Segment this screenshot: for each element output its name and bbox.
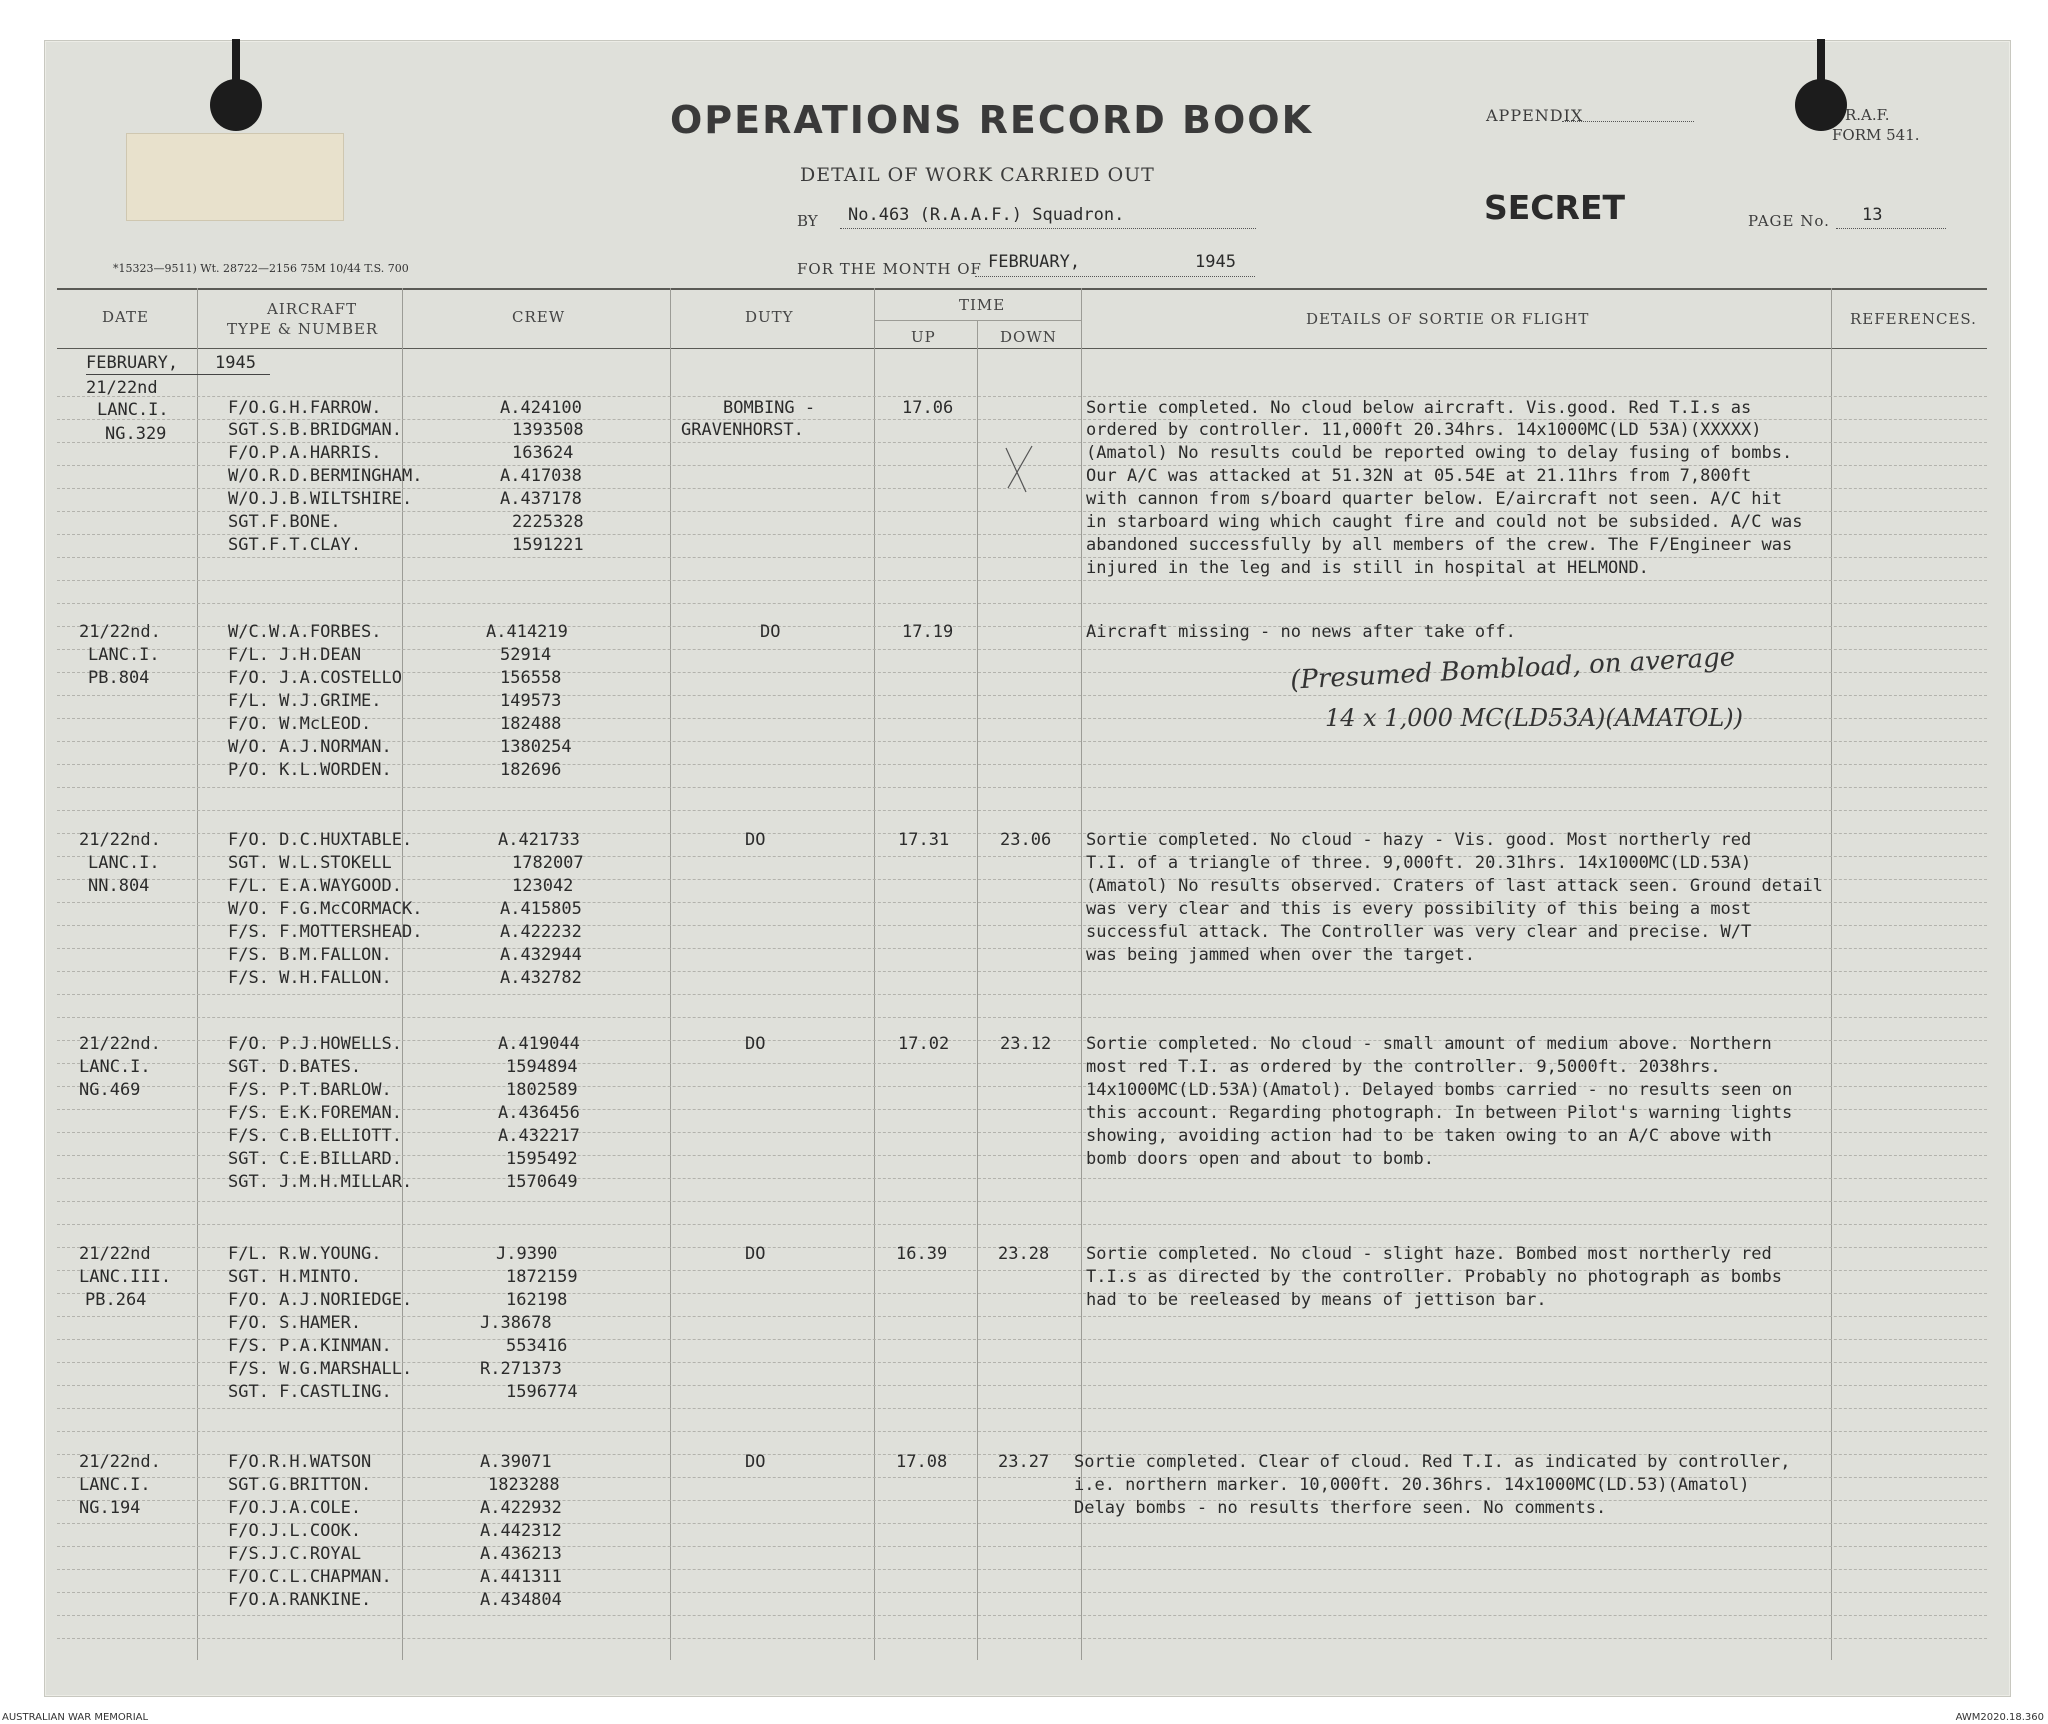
sortie-date: 21/22nd. [79,830,161,850]
crew-service-number: 162198 [506,1290,568,1310]
crew-member-name: F/L. R.W.YOUNG. [228,1244,382,1264]
details-line: Sortie completed. Clear of cloud. Red T.I. as indicated by controller, [1074,1452,1791,1472]
col-header-up: UP [911,328,936,346]
ruled-line [57,396,1987,397]
col-header-aircraft-type: TYPE & NUMBER [227,320,379,338]
crew-member-name: SGT.G.BRITTON. [228,1475,372,1495]
crew-member-name: F/O. W.McLEOD. [228,714,372,734]
details-line: 14x1000MC(LD.53A)(Amatol). Delayed bombs carried - no results seen on [1086,1080,1793,1100]
crew-member-name: F/S. E.K.FOREMAN. [228,1103,402,1123]
crew-member-name: SGT. J.M.H.MILLAR. [228,1172,413,1192]
crew-member-name: F/S. C.B.ELLIOTT. [228,1126,402,1146]
duty: BOMBING - [723,398,816,418]
ruled-line [57,1201,1987,1202]
handwritten-annotation-line: (Presumed Bombload, on average [1289,642,1736,696]
duty: DO [745,1452,766,1472]
crew-member-name: SGT.F.BONE. [228,512,341,532]
crew-member-name: F/S. P.T.BARLOW. [228,1080,392,1100]
col-header-down: DOWN [1000,328,1057,346]
crew-member-name: SGT. W.L.STOKELL [228,853,392,873]
page-subtitle: DETAIL OF WORK CARRIED OUT [800,164,1155,186]
crew-service-number: A.437178 [500,489,582,509]
crew-service-number: 182488 [500,714,562,734]
aircraft-type: LANC.I. [79,1475,151,1495]
crew-service-number: 553416 [506,1336,568,1356]
crew-member-name: F/O. S.HAMER. [228,1313,362,1333]
crew-service-number: 1595492 [506,1149,578,1169]
details-line: successful attack. The Controller was very clear and precise. W/T [1086,922,1752,942]
crew-service-number: 1591221 [512,535,584,555]
crew-service-number: A.436213 [480,1544,562,1564]
duty: DO [745,1034,766,1054]
details-line: T.I.s as directed by the controller. Probably no photograph as bombs [1086,1267,1782,1287]
aircraft-number: NG.194 [79,1498,141,1518]
crew-service-number: 1872159 [506,1267,578,1287]
crew-member-name: F/O.R.H.WATSON [228,1452,372,1472]
crew-member-name: F/S. F.MOTTERSHEAD. [228,922,423,942]
squadron-line [840,228,1256,229]
form-line-2: FORM 541. [1832,126,1920,144]
time-up: 17.02 [898,1034,950,1054]
details-line: Sortie completed. No cloud - slight haze. Bombed most northerly red [1086,1244,1772,1264]
details-line: had to be reeleased by means of jettison bar. [1086,1290,1547,1310]
details-line: ordered by controller. 11,000ft 20.34hrs. 14x1000MC(LD 53A)(XXXXX) [1086,420,1762,440]
crew-service-number: 156558 [500,668,562,688]
crew-member-name: F/O.C.L.CHAPMAN. [228,1567,392,1587]
crew-member-name: F/L. J.H.DEAN [228,645,362,665]
table-top-rule [57,288,1987,290]
details-line: bomb doors open and about to bomb. [1086,1149,1434,1169]
crew-member-name: F/O.P.A.HARRIS. [228,443,382,463]
details-line: with cannon from s/board quarter below. E/aircraft not seen. A/C hit [1086,489,1782,509]
crew-service-number: R.271373 [480,1359,562,1379]
month-heading-year: 1945 [215,353,256,373]
crew-member-name: SGT. F.CASTLING. [228,1382,392,1402]
details-line: abandoned successfully by all members of the crew. The F/Engineer was [1086,535,1793,555]
details-line: T.I. of a triangle of three. 9,000ft. 20.31hrs. 14x1000MC(LD.53A) [1086,853,1752,873]
crew-member-name: F/S.J.C.ROYAL [228,1544,362,1564]
header-bottom-rule [57,348,1987,349]
handwritten-annotation-line: 14 x 1,000 MC(LD53A)(AMATOL)) [1325,704,1744,732]
crew-member-name: SGT.S.B.BRIDGMAN. [228,420,402,440]
page-no-label: PAGE No. [1748,212,1830,230]
col-header-aircraft: AIRCRAFT [267,300,358,318]
aircraft-type: LANC.I. [88,853,160,873]
crew-member-name: F/L. W.J.GRIME. [228,691,382,711]
details-line: most red T.I. as ordered by the controller. 9,5000ft. 2038hrs. [1086,1057,1721,1077]
aircraft-number: NG.469 [79,1080,141,1100]
page-number: 13 [1862,205,1883,225]
crew-member-name: F/O. A.J.NORIEDGE. [228,1290,413,1310]
crew-service-number: A.441311 [480,1567,562,1587]
crew-member-name: F/O.A.RANKINE. [228,1590,372,1610]
ruled-line [57,1638,1987,1639]
crew-member-name: F/S. B.M.FALLON. [228,945,392,965]
sortie-date: 21/22nd [86,378,158,398]
crew-member-name: F/O. J.A.COSTELLO [228,668,402,688]
col-divider-5 [977,320,978,1660]
page-no-line [1836,228,1946,229]
punch-hole-right [1795,79,1847,131]
time-down: 23.12 [1000,1034,1052,1054]
crew-member-name: SGT.F.T.CLAY. [228,535,362,555]
details-line: this account. Regarding photograph. In between Pilot's warning lights [1086,1103,1793,1123]
crew-service-number: A.432944 [500,945,582,965]
crew-service-number: A.442312 [480,1521,562,1541]
time-up: 17.31 [898,830,950,850]
crew-service-number: 52914 [500,645,552,665]
crew-service-number: A.417038 [500,466,582,486]
crew-member-name: F/O. D.C.HUXTABLE. [228,830,413,850]
month-value: FEBRUARY, [988,252,1081,272]
time-down: 23.06 [1000,830,1052,850]
details-line: was very clear and this is every possibility of this being a most [1086,899,1752,919]
crew-service-number: 1823288 [488,1475,560,1495]
col-header-details: DETAILS OF SORTIE OR FLIGHT [1306,310,1590,328]
ruled-line [57,1408,1987,1409]
crew-member-name: W/C.W.A.FORBES. [228,622,382,642]
crew-service-number: 163624 [512,443,574,463]
crew-service-number: 1802589 [506,1080,578,1100]
sortie-date: 21/22nd. [79,1452,161,1472]
time-up: 17.19 [902,622,954,642]
details-line: Sortie completed. No cloud - small amount of medium above. Northern [1086,1034,1772,1054]
crew-member-name: F/O.J.L.COOK. [228,1521,362,1541]
crew-service-number: 1393508 [512,420,584,440]
month-heading-underline [86,374,270,375]
time-up: 17.06 [902,398,954,418]
crew-member-name: F/S. W.G.MARSHALL. [228,1359,413,1379]
details-line: Our A/C was attacked at 51.32N at 05.54E at 21.11hrs from 7,800ft [1086,466,1752,486]
crew-member-name: W/O.R.D.BERMINGHAM. [228,466,423,486]
crew-service-number: 1782007 [512,853,584,873]
time-down: 23.28 [998,1244,1050,1264]
details-line: showing, avoiding action had to be taken owing to an A/C above with [1086,1126,1772,1146]
squadron-name: No.463 (R.A.A.F.) Squadron. [848,205,1125,225]
details-line: injured in the leg and is still in hospital at HELMOND. [1086,558,1649,578]
sortie-date: 21/22nd [79,1244,151,1264]
ruled-line [57,557,1987,558]
crew-member-name: SGT. H.MINTO. [228,1267,362,1287]
crew-member-name: F/S. P.A.KINMAN. [228,1336,392,1356]
crew-member-name: F/O. P.J.HOWELLS. [228,1034,402,1054]
details-line: Delay bombs - no results therfore seen. No comments. [1074,1498,1607,1518]
ruled-line [57,994,1987,995]
year-value: 1945 [1195,252,1236,272]
footer-accession-number: AWM2020.18.360 [1955,1712,2044,1723]
crew-service-number: A.415805 [500,899,582,919]
crew-service-number: J.38678 [480,1313,552,1333]
ruled-line [57,1017,1987,1018]
crew-service-number: A.39071 [480,1452,552,1472]
ruled-line [57,580,1987,581]
down-struck-mark [998,440,1038,500]
crew-member-name: SGT. C.E.BILLARD. [228,1149,402,1169]
crew-member-name: W/O.J.B.WILTSHIRE. [228,489,413,509]
aircraft-type: LANC.I. [88,645,160,665]
ruled-line [57,787,1987,788]
details-line: in starboard wing which caught fire and could not be subsided. A/C was [1086,512,1803,532]
crew-member-name: F/O.G.H.FARROW. [228,398,382,418]
duty: DO [760,622,781,642]
crew-service-number: A.432782 [500,968,582,988]
crew-member-name: F/O.J.A.COLE. [228,1498,362,1518]
details-line: Aircraft missing - no news after take off. [1086,622,1516,642]
crew-service-number: 182696 [500,760,562,780]
crew-service-number: A.434804 [480,1590,562,1610]
crew-service-number: 1594894 [506,1057,578,1077]
details-line: (Amatol) No results could be reported owing to delay fusing of bombs. [1086,443,1793,463]
crew-member-name: F/L. E.A.WAYGOOD. [228,876,402,896]
crew-service-number: J.9390 [496,1244,558,1264]
col-header-references: REFERENCES. [1850,310,1977,328]
col-header-date: DATE [102,308,149,326]
details-line: i.e. northern marker. 10,000ft. 20.36hrs. 14x1000MC(LD.53)(Amatol) [1074,1475,1750,1495]
month-heading: FEBRUARY, [86,353,179,373]
crew-service-number: A.432217 [498,1126,580,1146]
duty: DO [745,1244,766,1264]
ruled-line [57,1224,1987,1225]
sortie-date: 21/22nd. [79,1034,161,1054]
duty: DO [745,830,766,850]
crew-service-number: A.436456 [498,1103,580,1123]
crew-member-name: SGT. D.BATES. [228,1057,362,1077]
time-up: 16.39 [896,1244,948,1264]
time-up: 17.08 [896,1452,948,1472]
aircraft-number: PB.264 [85,1290,147,1310]
crew-service-number: A.414219 [486,622,568,642]
crew-service-number: 1380254 [500,737,572,757]
duty-target: GRAVENHORST. [681,420,804,440]
crew-member-name: W/O. A.J.NORMAN. [228,737,392,757]
secret-stamp: SECRET [1484,188,1625,227]
crew-service-number: 1596774 [506,1382,578,1402]
aircraft-number: NN.804 [88,876,150,896]
crew-service-number: 2225328 [512,512,584,532]
ruled-line [57,1615,1987,1616]
aircraft-type: LANC.I. [97,400,169,420]
ruled-line [57,603,1987,604]
crew-member-name: W/O. F.G.McCORMACK. [228,899,423,919]
details-line: Sortie completed. No cloud below aircraft. Vis.good. Red T.I.s as [1086,398,1752,418]
crew-member-name: P/O. K.L.WORDEN. [228,760,392,780]
crew-service-number: A.419044 [498,1034,580,1054]
crew-service-number: 149573 [500,691,562,711]
ruled-line [57,810,1987,811]
crew-service-number: 123042 [512,876,574,896]
aircraft-number: NG.329 [105,424,167,444]
details-line: Sortie completed. No cloud - hazy - Vis. good. Most northerly red [1086,830,1752,850]
form-line-1: R.A.F. [1845,106,1890,124]
details-line: (Amatol) No results observed. Craters of last attack seen. Ground detail [1086,876,1823,896]
print-code: *15323—9511) Wt. 28722—2156 75M 10/44 T.S. 700 [113,262,409,275]
crew-service-number: A.422932 [480,1498,562,1518]
month-label: FOR THE MONTH OF [797,260,982,278]
crew-service-number: A.421733 [498,830,580,850]
aircraft-type: LANC.I. [79,1057,151,1077]
month-line [975,276,1255,277]
footer-institution: AUSTRALIAN WAR MEMORIAL [2,1712,149,1723]
col-header-crew: CREW [512,308,566,326]
ruled-line [57,1431,1987,1432]
appendix-line [1562,121,1694,122]
col-header-time: TIME [959,296,1006,314]
crew-service-number: 1570649 [506,1172,578,1192]
aircraft-number: PB.804 [88,668,150,688]
sortie-date: 21/22nd. [79,622,161,642]
crew-service-number: A.424100 [500,398,582,418]
crew-member-name: F/S. W.H.FALLON. [228,968,392,988]
col-header-duty: DUTY [745,308,794,326]
appendix-label: APPENDIX [1486,106,1584,125]
crew-service-number: A.422232 [500,922,582,942]
details-line: was being jammed when over the target. [1086,945,1475,965]
aircraft-type: LANC.III. [79,1267,172,1287]
tape-patch [126,133,344,221]
time-subheader-rule [874,320,1081,321]
by-label: BY [797,212,818,230]
page-title: OPERATIONS RECORD BOOK [670,98,1314,142]
time-down: 23.27 [998,1452,1050,1472]
punch-hole-left [210,79,262,131]
